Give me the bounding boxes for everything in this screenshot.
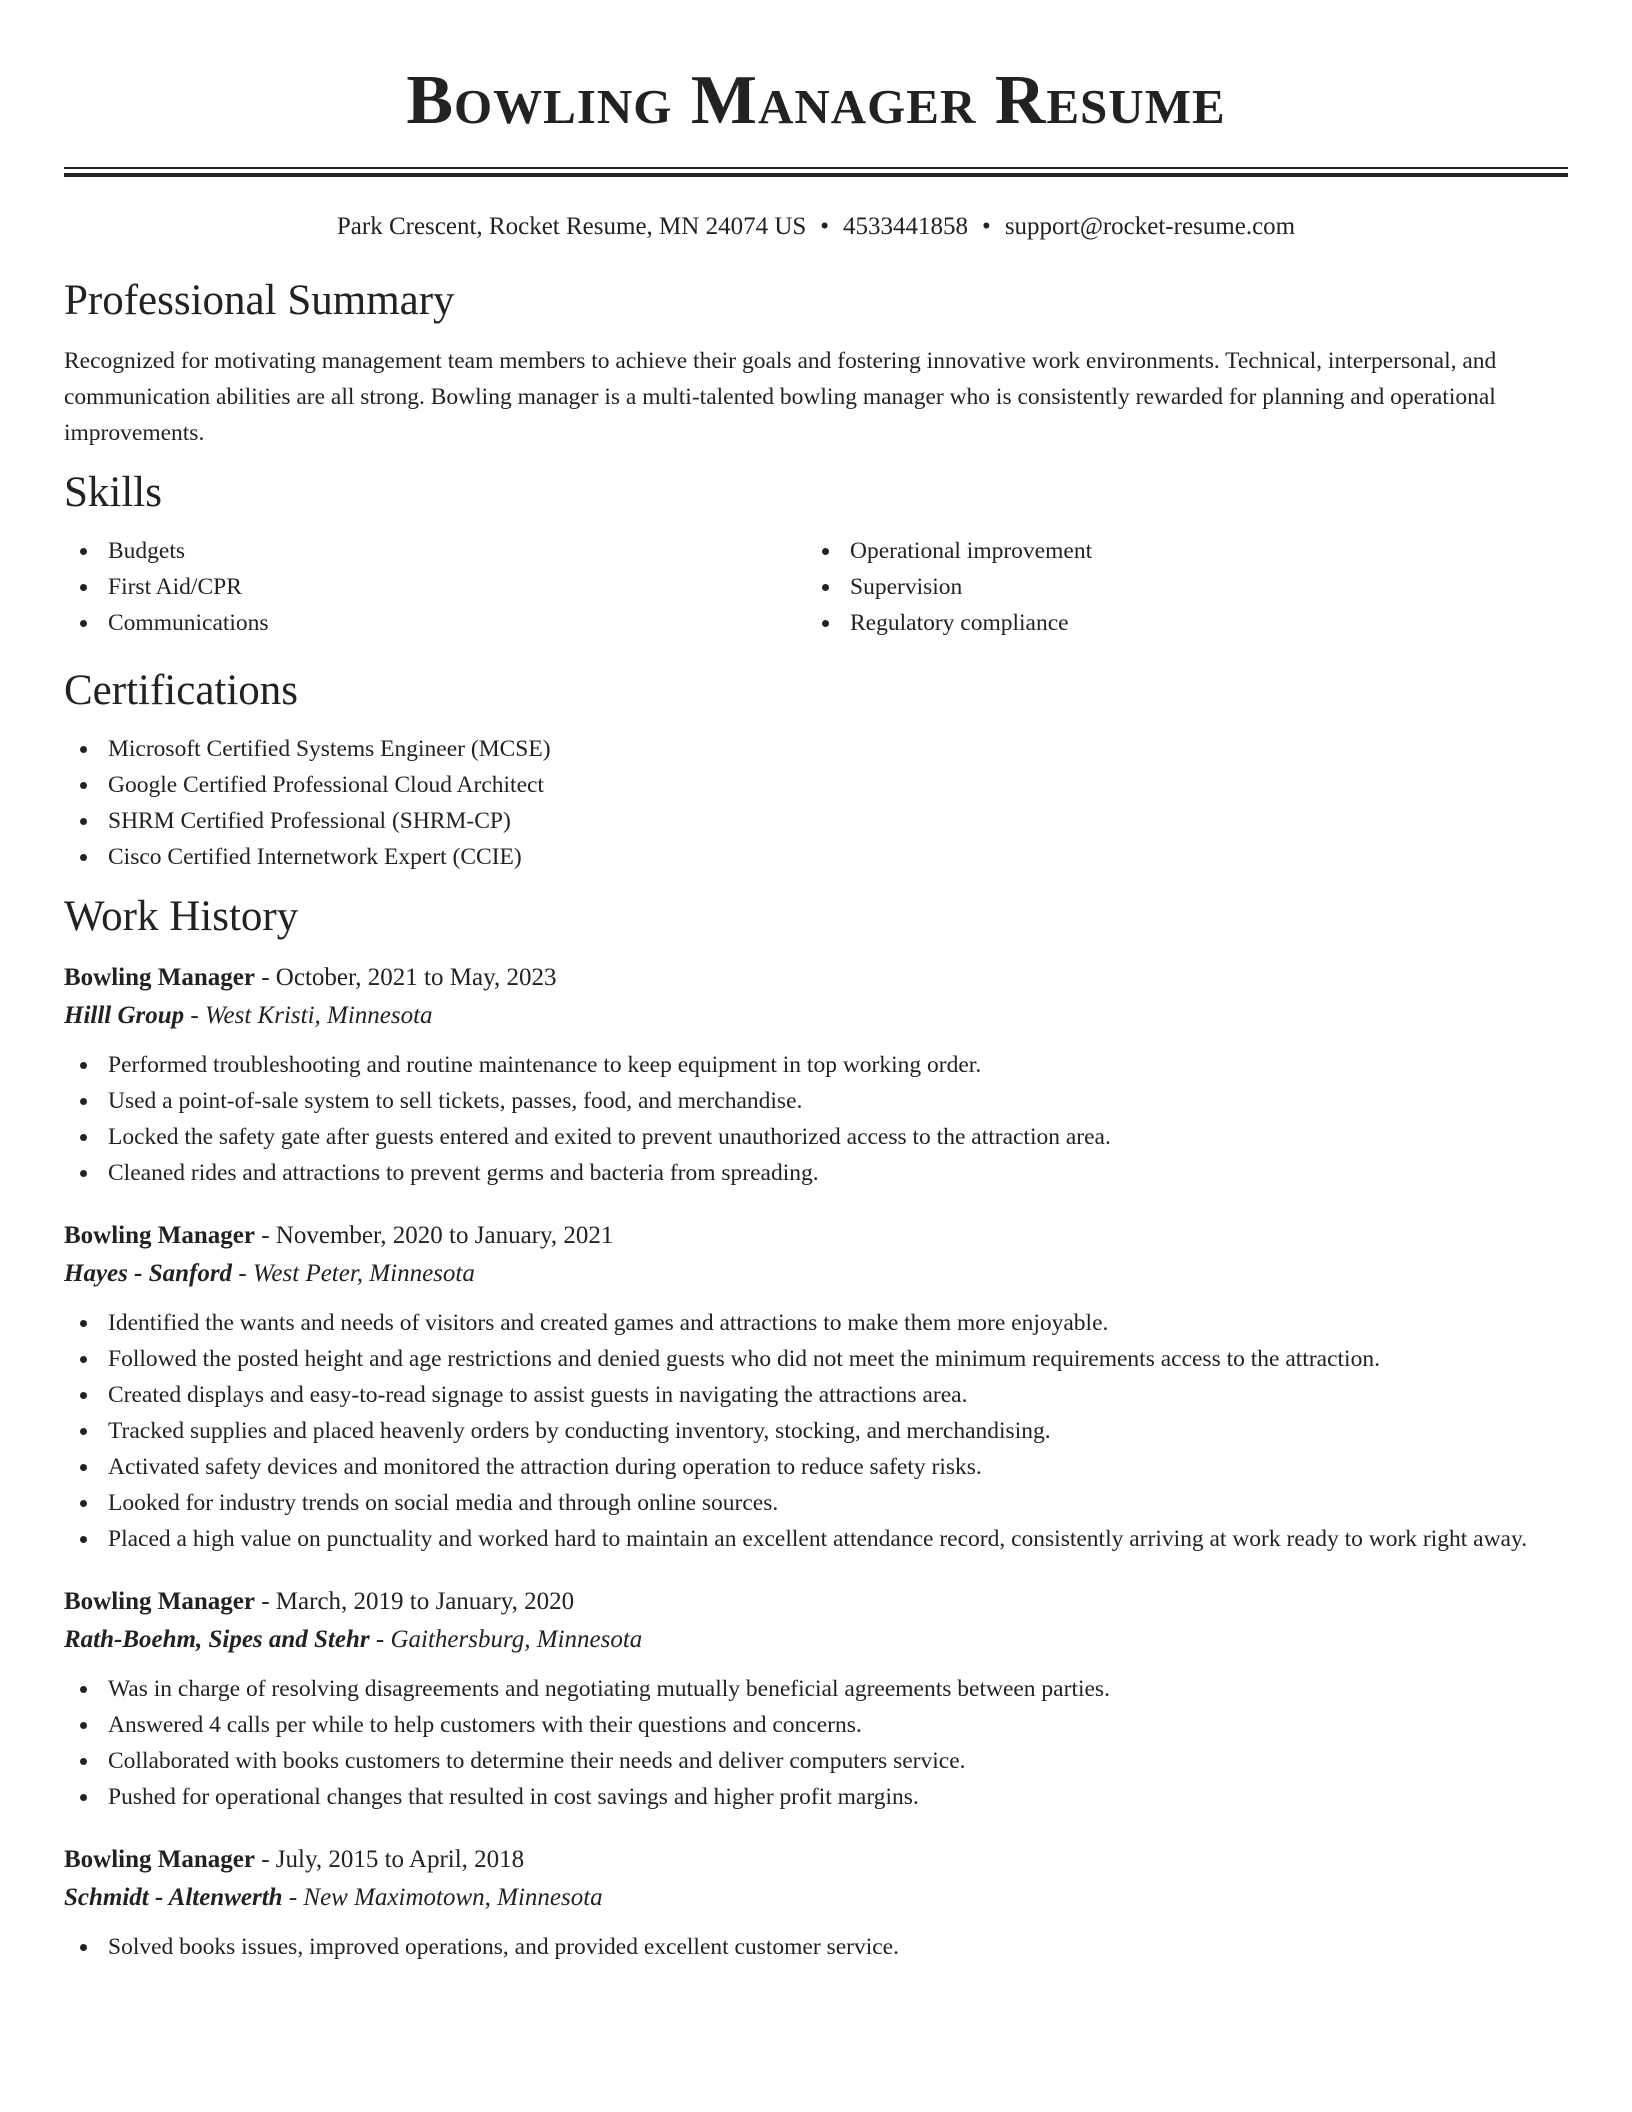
work-history-list [64, 959, 1568, 1965]
job-company: Rath-Boehm, Sipes and Stehr [64, 1626, 370, 1653]
skill-label: Operational improvement [850, 538, 1093, 564]
job-entry [64, 1583, 1568, 1815]
job-bullet-text: Answered 4 calls per while to help customers with their questions and concerns. [108, 1712, 862, 1738]
skill-label: First Aid/CPR [108, 574, 242, 600]
job-bullet [64, 1305, 1568, 1341]
job-bullet-text: Collaborated with books customers to determine their needs and deliver computers service. [108, 1748, 966, 1774]
job-bullet [64, 1779, 1568, 1815]
certifications-list [64, 731, 1568, 875]
job-heading [64, 1841, 1568, 1879]
job-location: - Gaithersburg, Minnesota [369, 1626, 643, 1653]
certification-item [64, 767, 1568, 803]
bullet-icon [80, 548, 87, 555]
bullet-icon [80, 782, 87, 789]
skill-item [806, 605, 1548, 641]
bullet-icon [80, 1722, 87, 1729]
summary-heading: Professional Summary [64, 277, 455, 324]
job-bullet-text: Pushed for operational changes that resulted in cost savings and higher profit margins. [108, 1784, 919, 1810]
job-bullet-text: Used a point-of-sale system to sell tickets, passes, food, and merchandise. [108, 1088, 803, 1114]
contact-email: support@rocket-resume.com [1004, 213, 1296, 240]
divider-thin-line [64, 167, 1568, 169]
certification-item [64, 731, 1568, 767]
bullet-icon [80, 818, 87, 825]
job-company: Hilll Group [64, 1002, 185, 1029]
job-employer [64, 1255, 1568, 1293]
job-bullet [64, 1047, 1568, 1083]
skill-item [806, 569, 1548, 605]
skills-list-left [64, 533, 806, 641]
bullet-icon [80, 1758, 87, 1765]
job-company: Hayes - Sanford [64, 1260, 233, 1287]
skill-item [64, 605, 806, 641]
job-bullet-text: Cleaned rides and attractions to prevent germs and bacteria from spreading. [108, 1160, 819, 1186]
certification-item [64, 803, 1568, 839]
job-bullets [64, 1047, 1568, 1191]
bullet-icon [80, 854, 87, 861]
job-bullets [64, 1929, 1568, 1965]
contact-separator: • [820, 213, 830, 240]
job-heading [64, 1217, 1568, 1255]
job-dates: - October, 2021 to May, 2023 [254, 964, 557, 991]
job-bullets [64, 1305, 1568, 1557]
job-company: Schmidt - Altenwerth [64, 1884, 283, 1911]
bullet-icon [80, 1464, 87, 1471]
page-title: Bowling Manager Resume [406, 62, 1226, 139]
contact-separator: • [982, 213, 991, 240]
job-entry [64, 1217, 1568, 1557]
skill-item [64, 569, 806, 605]
job-heading [64, 959, 1568, 997]
contact-phone: 4533441858 [843, 213, 969, 240]
bullet-icon [80, 1170, 87, 1177]
job-employer [64, 1621, 1568, 1659]
bullet-icon [80, 1500, 87, 1507]
certification-label: Google Certified Professional Cloud Architect [108, 772, 544, 798]
job-role: Bowling Manager [64, 1846, 255, 1873]
skills-list-right [806, 533, 1548, 641]
job-bullet [64, 1671, 1568, 1707]
bullet-icon [80, 1062, 87, 1069]
job-bullet-text: Performed troubleshooting and routine maintenance to keep equipment in top working order. [108, 1052, 982, 1078]
job-location: - New Maximotown, Minnesota [282, 1884, 603, 1911]
job-dates: - March, 2019 to January, 2020 [254, 1588, 575, 1615]
job-bullet [64, 1929, 1568, 1965]
bullet-icon [80, 1392, 87, 1399]
bullet-icon [822, 620, 829, 627]
title-divider [64, 167, 1568, 175]
bullet-icon [80, 1356, 87, 1363]
job-role: Bowling Manager [64, 1588, 255, 1615]
bullet-icon [80, 1686, 87, 1693]
job-entry [64, 959, 1568, 1191]
bullet-icon [822, 584, 829, 591]
summary-text: Recognized for motivating management team members to achieve their goals and fostering innovative work environments. Technical, interpersonal, and communication abilities are all strong. Bowling manager is a multi-talented bowling manager who is consistently rewarded for planning and operational improvements. [64, 348, 1497, 446]
resume-page [64, 0, 1568, 1965]
job-bullet-text: Locked the safety gate after guests entered and exited to prevent unauthorized access to the attraction area. [108, 1124, 1111, 1150]
job-heading [64, 1583, 1568, 1621]
skill-label: Budgets [108, 538, 186, 564]
contact-line [64, 211, 1568, 243]
job-bullet [64, 1521, 1568, 1557]
job-bullet [64, 1413, 1568, 1449]
job-entry [64, 1841, 1568, 1965]
bullet-icon [80, 584, 87, 591]
job-employer [64, 1879, 1568, 1917]
bullet-icon [80, 746, 87, 753]
job-dates: - July, 2015 to April, 2018 [254, 1846, 525, 1873]
skills-grid [64, 533, 1568, 641]
bullet-icon [80, 1320, 87, 1327]
job-role: Bowling Manager [64, 964, 255, 991]
job-employer [64, 997, 1568, 1035]
skill-item [64, 533, 806, 569]
job-bullet-text: Was in charge of resolving disagreements and negotiating mutually beneficial agreements between parties. [108, 1676, 1110, 1702]
job-bullet [64, 1083, 1568, 1119]
job-bullets [64, 1671, 1568, 1815]
certification-label: Cisco Certified Internetwork Expert (CCIE) [108, 844, 522, 870]
job-bullet [64, 1743, 1568, 1779]
bullet-icon [80, 1794, 87, 1801]
bullet-icon [80, 1098, 87, 1105]
job-bullet [64, 1449, 1568, 1485]
job-role: Bowling Manager [64, 1222, 255, 1249]
skill-label: Supervision [850, 574, 963, 600]
job-bullet [64, 1341, 1568, 1377]
job-bullet [64, 1377, 1568, 1413]
job-dates: - November, 2020 to January, 2021 [254, 1222, 614, 1249]
divider-thick-line [64, 173, 1568, 177]
certification-label: Microsoft Certified Systems Engineer (MCSE) [108, 736, 551, 762]
skill-item [806, 533, 1548, 569]
certifications-heading: Certifications [64, 667, 299, 714]
certification-label: SHRM Certified Professional (SHRM-CP) [108, 808, 511, 834]
job-location: - West Peter, Minnesota [232, 1260, 475, 1287]
bullet-icon [80, 1134, 87, 1141]
bullet-icon [80, 1944, 87, 1951]
job-bullet-text: Identified the wants and needs of visitors and created games and attractions to make them more enjoyable. [108, 1310, 1109, 1336]
work-history-heading: Work History [64, 893, 299, 940]
job-bullet-text: Looked for industry trends on social media and through online sources. [108, 1490, 779, 1516]
skills-heading: Skills [64, 469, 162, 516]
job-bullet [64, 1155, 1568, 1191]
certification-item [64, 839, 1568, 875]
skill-label: Communications [108, 610, 269, 636]
bullet-icon [822, 548, 829, 555]
job-bullet-text: Created displays and easy-to-read signage to assist guests in navigating the attractions area. [108, 1382, 968, 1408]
contact-address: Park Crescent, Rocket Resume, MN 24074 US [336, 213, 807, 240]
bullet-icon [80, 1536, 87, 1543]
bullet-icon [80, 1428, 87, 1435]
job-bullet-text: Placed a high value on punctuality and worked hard to maintain an excellent attendance record, consistently arriving at work ready to work right away. [108, 1526, 1528, 1552]
job-bullet-text: Activated safety devices and monitored the attraction during operation to reduce safety risks. [108, 1454, 982, 1480]
job-bullet [64, 1485, 1568, 1521]
job-bullet [64, 1119, 1568, 1155]
job-location: - West Kristi, Minnesota [184, 1002, 433, 1029]
job-bullet-text: Solved books issues, improved operations, and provided excellent customer service. [108, 1934, 899, 1960]
bullet-icon [80, 620, 87, 627]
skill-label: Regulatory compliance [850, 610, 1069, 636]
job-bullet-text: Tracked supplies and placed heavenly orders by conducting inventory, stocking, and merchandising. [108, 1418, 1051, 1444]
job-bullet [64, 1707, 1568, 1743]
job-bullet-text: Followed the posted height and age restrictions and denied guests who did not meet the minimum requirements access to the attraction. [108, 1346, 1380, 1372]
